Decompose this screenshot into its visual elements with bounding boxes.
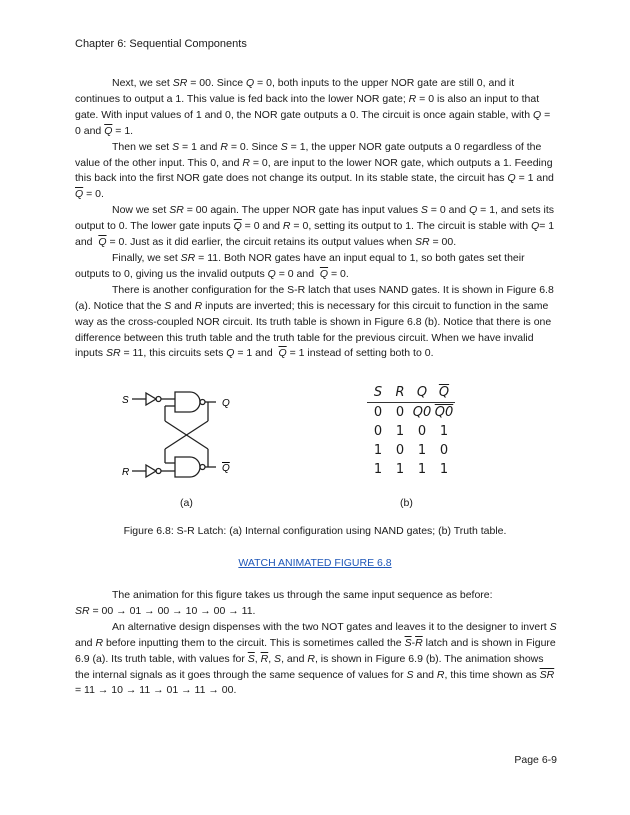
figure-label-b: (b): [400, 497, 413, 509]
sr-latch-nand-diagram: [0, 385, 630, 515]
table-row: [367, 422, 455, 441]
cell: 0: [395, 443, 405, 458]
figure-label-a: (a): [180, 497, 193, 509]
page-number: Page 6-9: [514, 754, 557, 766]
paragraph: Next, we set SR = 00. Since Q = 0, both inputs to the upper NOR gate are still 0, and it continues to output a 1. This value is fed back into the lower NOR gate; R = 0 is also an input to that gate. With input values of 1 and 0, the NOR gate outputs a 0. The circuit is once again stable, with Q = 0 and $\overline{Q} = 1$.: [75, 77, 551, 137]
col-r: R: [389, 383, 411, 403]
cell: 1: [439, 424, 449, 439]
cell: 1: [439, 462, 449, 477]
body-text-bottom: [75, 588, 557, 699]
cell: 1: [395, 462, 405, 477]
cell: 0: [373, 405, 383, 420]
r-input-label: R: [122, 467, 130, 478]
cell: 0: [417, 424, 427, 439]
table-row: [367, 460, 455, 479]
figure-caption: Figure 6.8: S-R Latch: (a) Internal configuration using NAND gates; (b) Truth table.: [123, 525, 507, 537]
col-qbar: $\overline{Q}$: [433, 383, 455, 403]
paragraph: Then we set S = 1 and R = 0. Since S = 1, the upper NOR gate outputs a 0 regardless of the value of the other input. This 0, and R = 0, are input to the lower NOR gate, which outputs a 1. Feeding this back into the first NOR gate does not change its output. In its stable state, the circuit has Q = 1 and $\overline{Q} = 0$.: [75, 140, 554, 201]
cell: 1: [417, 462, 427, 477]
paragraph: Now we set SR = 00 again. The upper NOR gate has input values S = 0 and Q = 1, and sets its output to 0. The lower gate inputs $\overline{Q} = 0$ and R = 0, setting its output to 1. The circuit is stable with Q= 1 and $\overline{Q} = 0$. Just as it did earlier, the circuit retains its output values when SR = 00.: [75, 204, 555, 249]
cell: 0: [373, 424, 383, 439]
paragraph: Finally, we set SR = 11. Both NOR gates have an input equal to 1, so both gates set their outputs to 0, giving us the invalid outputs Q = 0 and $\overline{Q} = 0$.: [75, 251, 525, 280]
cell: Q0: [412, 405, 432, 420]
table-row: [367, 441, 455, 460]
body-text-top: [75, 76, 557, 362]
s-input-label: S: [122, 395, 129, 406]
chapter-header: Chapter 6: Sequential Components: [75, 38, 247, 50]
cell: 1: [373, 462, 383, 477]
q-output-label: Q: [222, 398, 230, 409]
cell: 1: [395, 424, 405, 439]
paragraph: There is another configuration for the S-R latch that uses NAND gates. It is shown in Figure 6.8 (a). Notice that the S and R inputs are inverted; this is necessary for this circuit to function in the same way as the cross-coupled NOR circuit. Its truth table is shown in Figure 6.8 (b). Notice that there is one difference between this truth table and the truth table for the previous circuit. When we have invalid inputs SR = 11, this circuits sets Q = 1 and $\overline{Q} = 1$ instead of setting both to 0.: [75, 283, 554, 360]
cell: 0: [395, 405, 405, 420]
col-q: Q: [411, 383, 433, 403]
table-row: [367, 403, 455, 423]
truth-table: [367, 383, 455, 479]
cell: 1: [373, 443, 383, 458]
watch-animated-figure-link[interactable]: WATCH ANIMATED FIGURE 6.8: [238, 557, 392, 569]
truth-table-header: [367, 383, 455, 403]
cell: 0: [439, 443, 449, 458]
cell: 1: [417, 443, 427, 458]
col-s: S: [367, 383, 389, 403]
qbar-output-label: Q: [222, 463, 230, 474]
paragraph: The animation for this figure takes us through the same input sequence as before: SR = 00 → 01 → 00 → 10 → 00 → 11.: [75, 589, 493, 617]
paragraph: An alternative design dispenses with the two NOT gates and leaves it to the designer to invert S and R before inputting them to the circuit. This is sometimes called the $\overline{S}-\overline{R}$ latch and is shown in Figure 6.9 (a). Its truth table, with values for $\overline{S}$, $\overline{R}$, S, and R, is shown in Figure 6.9 (b). The animation shows the internal signals as it goes through the same sequence of values for S and R, this time shown as $\overline{SR} = 11 \to 10 \to 11 \to 01 \to 11 \to 00$.: [75, 620, 557, 697]
cell: Q0: [434, 405, 454, 420]
